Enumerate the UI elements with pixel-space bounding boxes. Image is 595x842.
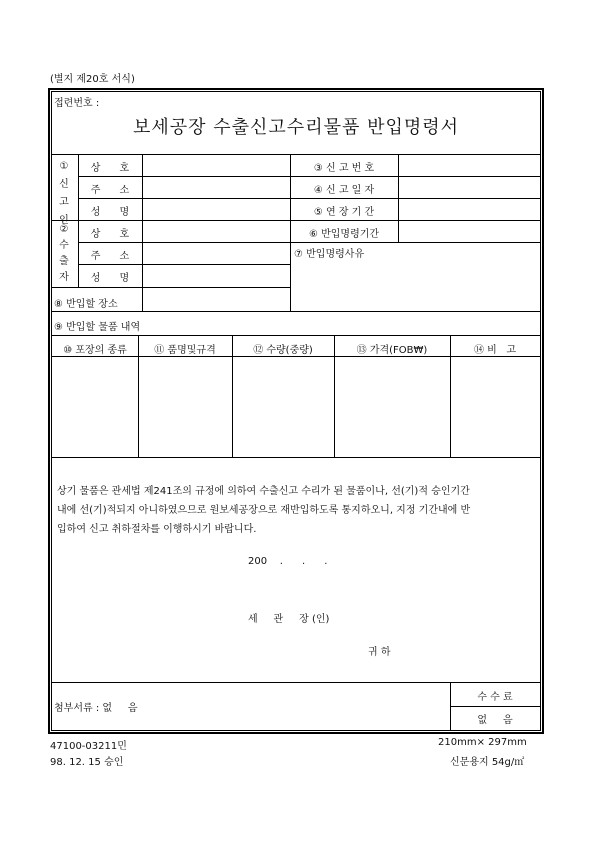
rule <box>51 311 541 312</box>
group-char: 신 <box>59 179 69 190</box>
rule <box>51 154 541 155</box>
exporter-name-label: 상 호 <box>90 229 130 240</box>
group-char: 고 <box>59 197 69 208</box>
fee-value: 없 음 <box>477 715 513 726</box>
document-title: 보세공장 수출신고수리물품 반입명령서 <box>132 117 460 138</box>
footer-approval: 98. 12. 15 승인 <box>50 757 124 768</box>
column-header-item-spec: ⑪ 품명및규격 <box>154 345 216 356</box>
declaration-date-label: ④ 신 고 일 자 <box>313 185 375 196</box>
goods-details-label: ⑨ 반입할 물품 내역 <box>54 322 141 333</box>
exporter-address-label: 주 소 <box>90 251 130 262</box>
group-number: ① <box>59 161 69 172</box>
order-reason-label: ⑦ 반입명령사유 <box>294 249 365 260</box>
intake-number-label: 접련번호 : <box>54 98 100 109</box>
footer-paper-size: 210mm× 297mm <box>438 737 527 748</box>
rule <box>232 335 233 457</box>
exporter-person-label: 성 명 <box>90 273 130 284</box>
column-header-price: ⑬ 가격(FOB₩) <box>356 345 428 356</box>
rule <box>78 198 541 199</box>
group-number: ② <box>59 224 69 235</box>
rule <box>78 176 541 177</box>
rule <box>51 356 541 357</box>
date-line: 200 . . . <box>248 556 328 567</box>
rule <box>78 242 290 243</box>
rule <box>142 154 143 311</box>
rule <box>450 335 451 457</box>
group-char: 출 <box>59 256 69 267</box>
rule <box>290 154 291 311</box>
rule <box>450 706 541 707</box>
rule <box>450 682 451 731</box>
body-line: 내에 선(기)적되지 아니하였으므로 원보세공장으로 재반입하도록 통지하오니, 지정 기간내에 반 <box>57 505 471 516</box>
rule <box>398 154 399 242</box>
declarant-group-label <box>59 158 69 230</box>
rule <box>51 220 541 221</box>
group-char: 인 <box>59 215 69 226</box>
rule <box>290 242 541 243</box>
group-char: 자 <box>59 272 69 283</box>
body-line: 입하여 신고 취하절차를 이행하시기 바랍니다. <box>57 524 257 535</box>
recipient-line: 귀 하 <box>368 647 391 658</box>
column-header-quantity: ⑫ 수량(중량) <box>253 345 313 356</box>
order-period-label: ⑥ 반입명령기간 <box>308 229 380 240</box>
rule <box>51 287 290 288</box>
declaration-number-label: ③ 신 고 번 호 <box>313 163 375 174</box>
attachments-label: 첨부서류 : 없 음 <box>54 703 138 714</box>
declarant-person-label: 성 명 <box>90 207 130 218</box>
declarant-address-label: 주 소 <box>90 185 130 196</box>
rule <box>51 335 541 336</box>
rule <box>78 264 290 265</box>
column-header-packaging: ⑩ 포장의 종류 <box>63 345 127 356</box>
rule <box>78 154 79 287</box>
rule <box>334 335 335 457</box>
group-char: 수 <box>59 240 69 251</box>
footer-paper-type: 신문용지 54g/㎡ <box>450 757 525 768</box>
exporter-group-label <box>59 222 69 286</box>
rule <box>138 335 139 457</box>
rule <box>51 457 541 458</box>
form-label: (별지 제20호 서식) <box>50 74 135 85</box>
issuer-line: 세 관 장 (인) <box>248 614 330 625</box>
body-line: 상기 물품은 관세법 제241조의 규정에 의하여 수출신고 수리가 된 물품이나, 선(기)적 승인기간 <box>57 486 470 497</box>
extension-period-label: ⑤ 연 장 기 간 <box>313 207 375 218</box>
declarant-name-label: 상 호 <box>90 163 130 174</box>
footer-form-code: 47100-03211민 <box>50 741 127 752</box>
rule <box>51 682 541 683</box>
fee-label: 수 수 료 <box>477 692 513 703</box>
column-header-remarks: ⑭ 비 고 <box>473 345 517 356</box>
import-place-label: ⑧ 반입할 장소 <box>54 299 118 310</box>
